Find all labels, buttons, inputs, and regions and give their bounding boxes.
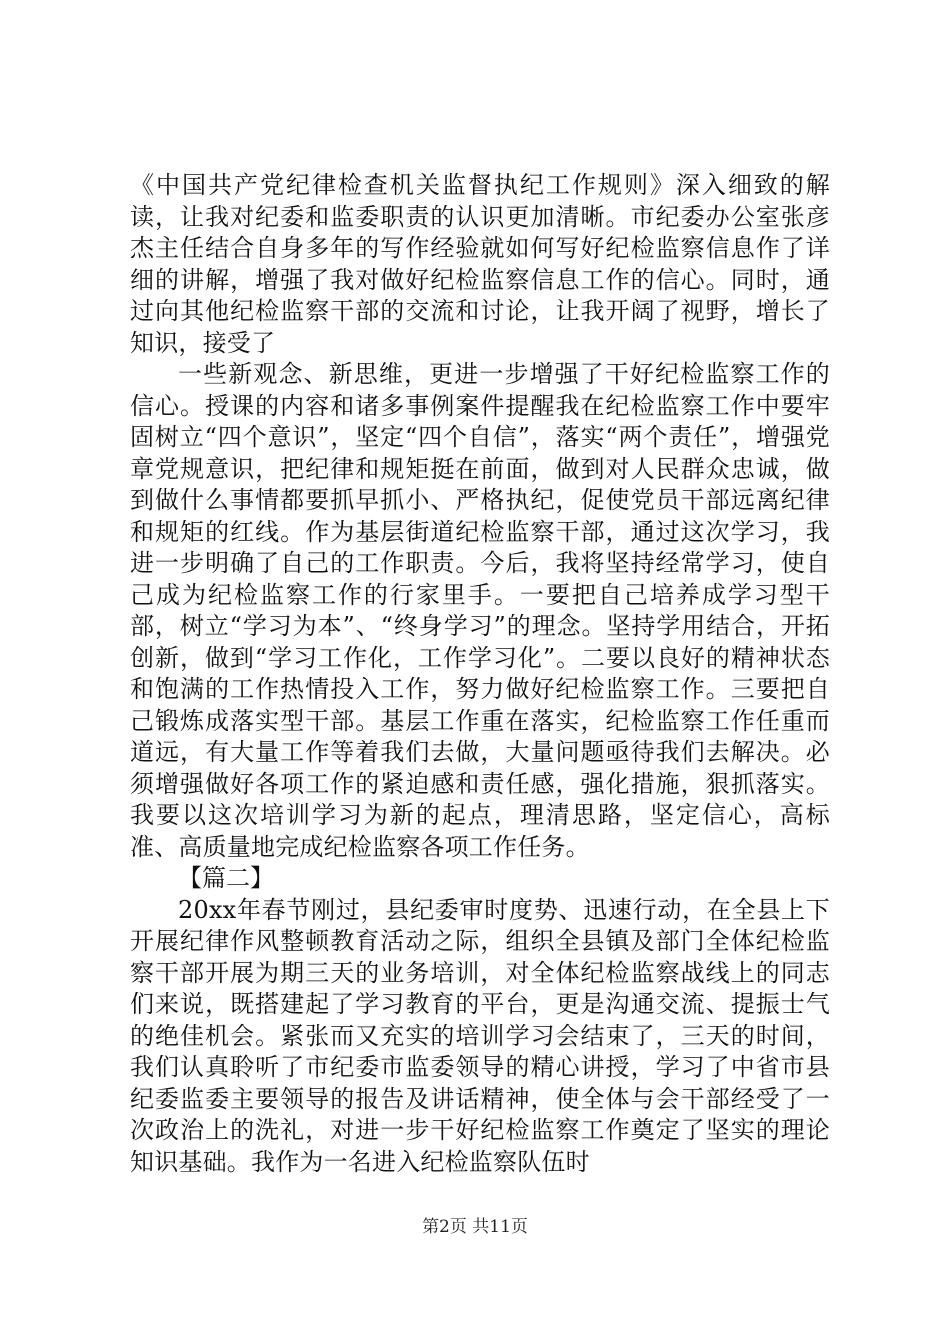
paragraph-continued: 《中国共产党纪律检查机关监督执纪工作规则》深入细致的解读，让我对纪委和监委职责的认识更加清晰。市纪委办公室张彦杰主任结合自身多年的写作经验就如何写好纪检监察信息作了详细的讲解，增强了我对做好纪检监察信息工作的信心。同时，通过向其他纪检监察干部的交流和讨论，让我开阔了视野，增长了知识，接受了 (130, 171, 830, 357)
document-body (130, 170, 830, 1178)
paragraph: 一些新观念、新思维，更进一步增强了干好纪检监察工作的信心。授课的内容和诸多事例案件提醒我在纪检监察工作中要牢固树立“四个意识”，坚定“四个自信”，落实“两个责任”，增强党章党规意识，把纪律和规矩挺在前面，做到对人民群众忠诚，做到做什么事情都要抓早抓小、严格执纪，促使党员干部远离纪律和规矩的红线。作为基层街道纪检监察干部，通过这次学习，我进一步明确了自己的工作职责。今后，我将坚持经常学习，使自己成为纪检监察工作的行家里手。一要把自己培养成学习型干部，树立“学习为本”、“终身学习”的理念。坚持学用结合，开拓创新，做到“学习工作化，工作学习化”。二要以良好的精神状态和饱满的工作热情投入工作，努力做好纪检监察工作。三要把自己锻炼成落实型干部。基层工作重在落实，纪检监察工作任重而道远，有大量工作等着我们去做，大量问题亟待我们去解决。必须增强做好各项工作的紧迫感和责任感，强化措施，狠抓落实。我要以这次培训学习为新的起点，理清思路，坚定信心，高标准、高质量地完成纪检监察各项工作任务。 (130, 360, 830, 861)
section-heading: 【篇二】 (178, 864, 274, 892)
paragraph: 20xx年春节刚过，县纪委审时度势、迅速行动，在全县上下开展纪律作风整顿教育活动之际，组织全县镇及部门全体纪检监察干部开展为期三天的业务培训，对全体纪检监察战线上的同志们来说，既搭建起了学习教育的平台，更是沟通交流、提振士气的绝佳机会。紧张而又充实的培训学习会结束了，三天的时间，我们认真聆听了市纪委市监委领导的精心讲授，学习了中省市县纪委监委主要领导的报告及讲话精神，使全体与会干部经受了一次政治上的洗礼，对进一步干好纪检监察工作奠定了坚实的理论知识基础。我作为一名进入纪检监察队伍时 (130, 895, 830, 1176)
page-footer: 第2页 共11页 (422, 1217, 528, 1237)
